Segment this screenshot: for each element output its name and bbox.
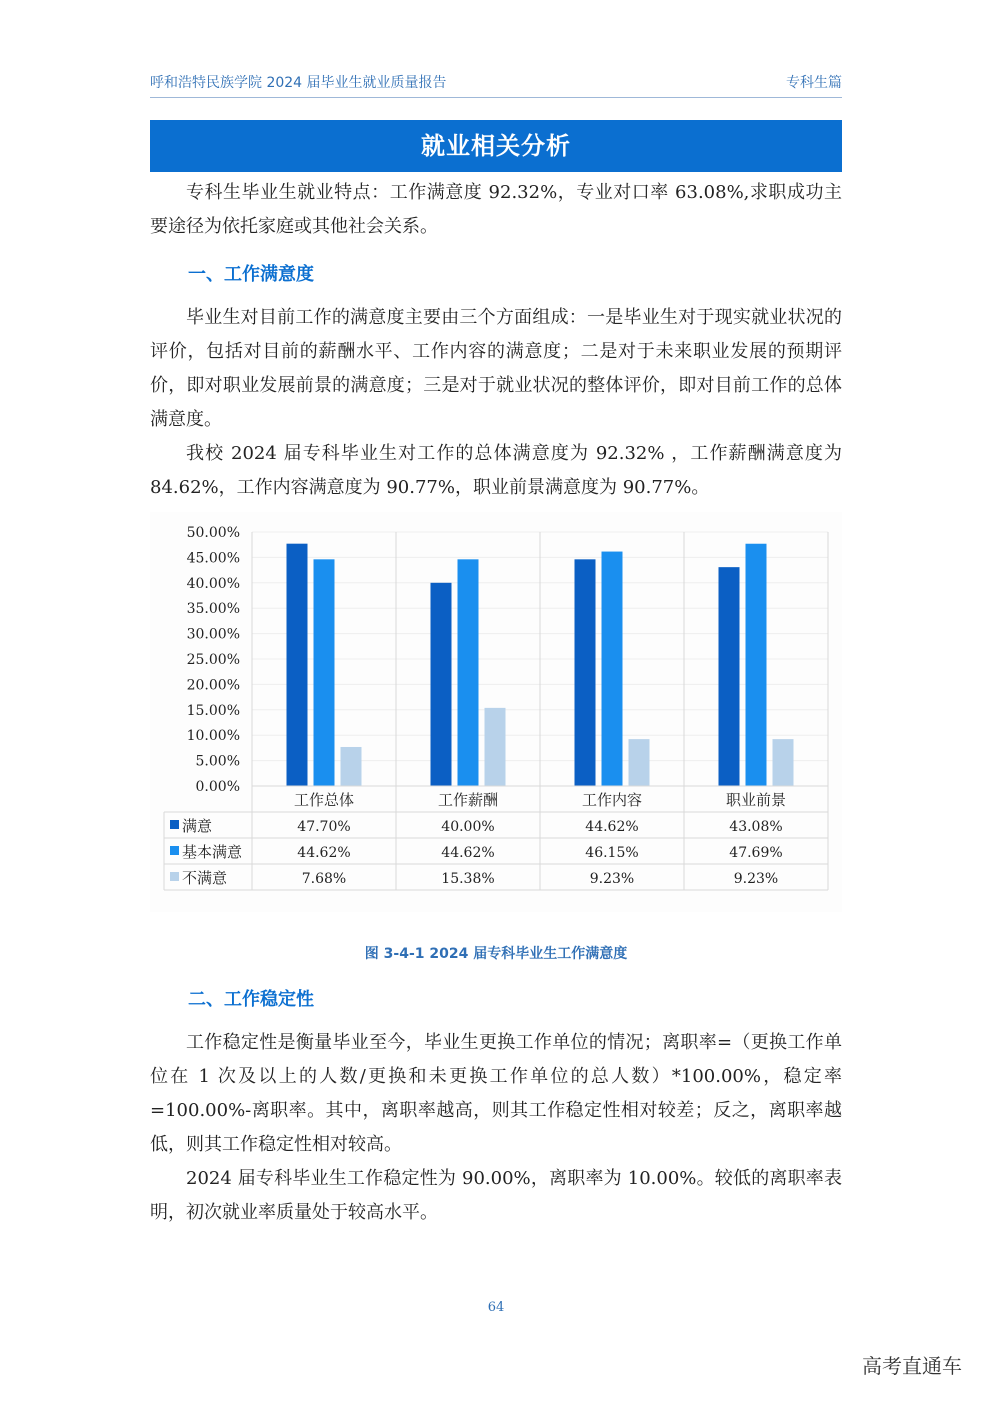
- data-label: 7.68%: [301, 871, 347, 887]
- data-label: 9.23%: [733, 871, 779, 887]
- section2-paragraph-1: 工作稳定性是衡量毕业至今，毕业生更换工作单位的情况；离职率=（更换工作单位在 1 次及以上的人数/更换和未更换工作单位的总人数）*100.00%，稳定率=100.00%-离职率。其中，离职率越高，则其工作稳定性相对较差；反之，离职率越低，则其工作稳定性相对较高。: [150, 1032, 842, 1155]
- y-tick-label: 25.00%: [186, 652, 240, 668]
- bar: [602, 552, 623, 786]
- section2-heading: 二、工作稳定性: [188, 989, 314, 1010]
- data-label: 9.23%: [589, 871, 635, 887]
- legend-label: 不满意: [182, 869, 228, 887]
- category-label: 工作总体: [293, 791, 355, 809]
- data-label: 44.62%: [585, 819, 639, 835]
- y-tick-label: 5.00%: [195, 753, 240, 770]
- section-banner: 就业相关分析: [150, 120, 842, 172]
- legend-swatch: [170, 872, 179, 881]
- bar: [719, 567, 740, 786]
- y-tick-label: 20.00%: [186, 677, 240, 694]
- y-tick-label: 40.00%: [186, 575, 240, 592]
- bar: [458, 559, 479, 786]
- section1-paragraph-1: 毕业生对目前工作的满意度主要由三个方面组成：一是毕业生对于现实就业状况的评价，包括对目前的薪酬水平、工作内容的满意度；二是对于未来职业发展的预期评价，即对职业发展前景的满意度；三是对于就业状况的整体评价，即对目前工作的总体满意度。: [150, 307, 842, 430]
- bar: [773, 739, 794, 786]
- y-tick-label: 15.00%: [186, 702, 240, 719]
- legend-swatch: [170, 846, 179, 855]
- bar: [575, 559, 596, 786]
- data-label: 40.00%: [441, 819, 495, 835]
- header-title: 呼和浩特民族学院 2024 届毕业生就业质量报告: [150, 75, 447, 91]
- bar: [341, 747, 362, 786]
- category-label: 职业前景: [725, 791, 787, 809]
- y-tick-label: 35.00%: [186, 601, 240, 618]
- data-label: 44.62%: [297, 845, 351, 861]
- data-label: 15.38%: [441, 871, 495, 887]
- section1-heading: 一、工作满意度: [188, 264, 314, 285]
- header-divider: [150, 97, 842, 98]
- bar: [431, 583, 452, 786]
- data-label: 46.15%: [585, 845, 639, 861]
- bar: [314, 559, 335, 786]
- data-label: 43.08%: [729, 819, 783, 835]
- bar: [485, 708, 506, 786]
- section1-paragraph-2: 我校 2024 届专科毕业生对工作的总体满意度为 92.32% ，工作薪酬满意度为 84.62%，工作内容满意度为 90.77%，职业前景满意度为 90.77%。: [150, 443, 842, 498]
- bar: [629, 739, 650, 786]
- legend-label: 满意: [182, 817, 213, 835]
- bar: [287, 544, 308, 786]
- legend-label: 基本满意: [182, 843, 243, 861]
- y-tick-label: 10.00%: [186, 728, 240, 745]
- figure-caption: 图 3-4-1 2024 届专科毕业生工作满意度: [364, 946, 628, 962]
- legend-swatch: [170, 820, 179, 829]
- watermark-text: 高考直通车: [862, 1354, 962, 1378]
- y-tick-label: 0.00%: [195, 779, 240, 795]
- intro-paragraph: 专科生毕业生就业特点：工作满意度 92.32%，专业对口率 63.08%,求职成功主要途径为依托家庭或其他社会关系。: [150, 182, 842, 237]
- category-label: 工作内容: [581, 791, 643, 809]
- data-label: 44.62%: [441, 845, 495, 861]
- y-tick-label: 50.00%: [186, 525, 240, 541]
- category-label: 工作薪酬: [437, 791, 499, 809]
- y-tick-label: 30.00%: [186, 626, 240, 643]
- data-label: 47.70%: [297, 819, 351, 835]
- section2-paragraph-2: 2024 届专科毕业生工作稳定性为 90.00%，离职率为 10.00%。较低的离职率表明，初次就业率质量处于较高水平。: [150, 1168, 842, 1223]
- header-section: 专科生篇: [786, 75, 842, 91]
- data-label: 47.69%: [729, 845, 783, 861]
- page-number: 64: [487, 1300, 505, 1315]
- y-tick-label: 45.00%: [186, 550, 240, 567]
- satisfaction-chart: [150, 512, 842, 912]
- bar: [746, 544, 767, 786]
